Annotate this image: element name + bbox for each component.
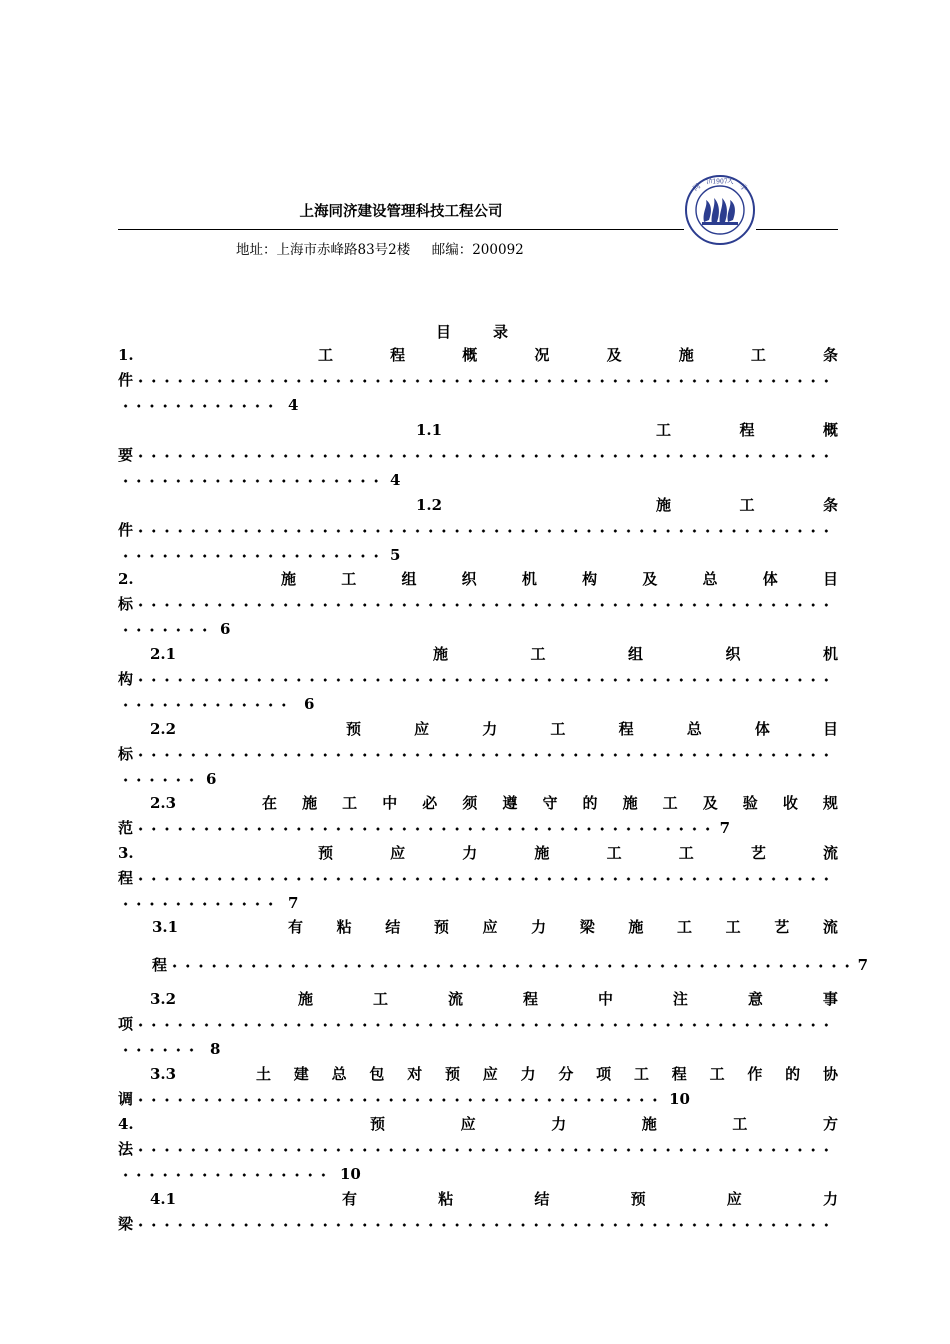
dot-leader [134, 529, 837, 533]
toc-title-char: 及 [702, 794, 718, 812]
toc-line [118, 443, 838, 468]
toc-page-number: 4 [390, 471, 401, 489]
toc-title-char: 力 [551, 1115, 567, 1133]
toc-title-char: 工 [732, 1115, 748, 1133]
toc-title-char: 件 [118, 521, 134, 539]
toc-title-char: 预 [346, 720, 362, 738]
toc-title-char: 概 [462, 346, 478, 364]
toc-title-char: 工 [341, 570, 357, 588]
toc-title-char: 构 [582, 570, 598, 588]
toc-title-char: 中 [382, 794, 398, 812]
toc-title-char: 法 [118, 1140, 134, 1158]
toc-title-char: 施 [641, 1115, 657, 1133]
toc-page-number: 6 [304, 695, 315, 713]
toc-line [150, 642, 838, 667]
dot-leader [119, 703, 295, 707]
dot-leader [119, 1173, 331, 1177]
toc-line [118, 1212, 838, 1237]
company-address: 地址：上海市赤峰路83号2楼 邮编：200092 [236, 242, 524, 258]
toc-title-char: 中 [597, 990, 613, 1008]
toc-title-char: 总 [702, 570, 718, 588]
toc-page-number: 4 [288, 396, 299, 414]
toc-title-char: 粘 [336, 918, 352, 936]
toc-entry-number: 3.1 [152, 918, 179, 936]
toc-line [118, 1012, 838, 1037]
toc-entry-number: 2.1 [150, 645, 177, 663]
toc-title-char: 施 [298, 990, 314, 1008]
toc-title-char: 力 [520, 1065, 536, 1083]
toc-title-char: 须 [462, 794, 478, 812]
dot-leader [119, 479, 381, 483]
toc-title-char: 作 [747, 1065, 763, 1083]
toc-line [152, 915, 838, 940]
toc-title-char: 工 [677, 918, 693, 936]
toc-title-char: 项 [596, 1065, 612, 1083]
toc-title-char: 流 [822, 844, 838, 862]
toc-title-char: 要 [118, 446, 134, 464]
dot-leader [134, 603, 837, 607]
toc-title-char: 构 [118, 670, 134, 688]
toc-title-char: 有 [342, 1190, 358, 1208]
toc-title-char: 遵 [502, 794, 518, 812]
company-name: 上海同济建设管理科技工程公司 [299, 204, 503, 220]
toc-title-char: 的 [582, 794, 598, 812]
toc-title-char: 工 [739, 496, 755, 514]
toc-title-char: 工 [656, 421, 672, 439]
toc-entry-number: 4.1 [150, 1190, 177, 1208]
toc-title-char: 必 [422, 794, 438, 812]
toc-title-char: 力 [822, 1190, 838, 1208]
toc-line [118, 866, 838, 891]
svg-text:大: 大 [726, 176, 735, 186]
dot-leader [134, 1023, 837, 1027]
toc-line [118, 767, 236, 792]
toc-title-char: 件 [118, 371, 134, 389]
toc-title-char: 收 [782, 794, 798, 812]
toc-title-char: 工 [372, 990, 388, 1008]
toc-title-char: 及 [606, 346, 622, 364]
dot-leader [134, 877, 837, 881]
toc-title-char: 织 [725, 645, 741, 663]
toc-title-char: 组 [627, 645, 643, 663]
toc-title-char: 应 [460, 1115, 476, 1133]
toc-title-char: 程 [522, 990, 538, 1008]
toc-title-char: 程 [671, 1065, 687, 1083]
dot-leader [168, 964, 851, 968]
toc-title-char: 范 [118, 819, 134, 837]
toc-entry-number: 2.2 [150, 720, 177, 738]
toc-title-char: 梁 [579, 918, 595, 936]
toc-title-char: 施 [628, 918, 644, 936]
toc-title-char: 程 [118, 869, 134, 887]
toc-title-char: 预 [370, 1115, 386, 1133]
toc-title-char: 体 [754, 720, 770, 738]
toc-entry-number: 1.1 [416, 421, 443, 439]
toc-title-char: 力 [482, 720, 498, 738]
toc-title-char: 结 [385, 918, 401, 936]
dot-leader [119, 554, 381, 558]
toc-title-char: 标 [118, 595, 134, 613]
toc-title-char: 应 [414, 720, 430, 738]
toc-title-char: 预 [318, 844, 334, 862]
toc-title-char: 规 [822, 794, 838, 812]
toc-title-char: 工 [550, 720, 566, 738]
toc-line [416, 418, 838, 443]
toc-title-char: 况 [534, 346, 550, 364]
toc-title-char: 及 [642, 570, 658, 588]
toc-line [118, 1087, 690, 1112]
toc-line [118, 1112, 838, 1137]
toc-title-char: 力 [531, 918, 547, 936]
dot-leader [134, 454, 837, 458]
toc-title-char: 工 [725, 918, 741, 936]
toc-page-number: 7 [288, 894, 299, 912]
toc-title-char: 流 [447, 990, 463, 1008]
toc-title-char: 建 [293, 1065, 309, 1083]
toc-line [150, 987, 838, 1012]
toc-line [118, 742, 838, 767]
toc-entry-number: 3.3 [150, 1065, 177, 1083]
toc-page-number: 6 [220, 620, 231, 638]
toc-entry-number: 3.2 [150, 990, 177, 1008]
toc-title-char: 施 [433, 645, 449, 663]
toc-page-number: 8 [210, 1040, 221, 1058]
tongji-university-logo-icon [684, 174, 756, 246]
toc-entry-number: 1. [118, 346, 134, 364]
toc-line [118, 617, 250, 642]
toc-title-char: 粘 [438, 1190, 454, 1208]
svg-text:同: 同 [691, 182, 702, 193]
toc-title-char: 工 [678, 844, 694, 862]
toc-title-char: 体 [762, 570, 778, 588]
logo-year: 1907 [712, 178, 728, 186]
toc-title-char: 力 [462, 844, 478, 862]
toc-title-char: 预 [444, 1065, 460, 1083]
toc-title-char: 总 [331, 1065, 347, 1083]
toc-title-char: 应 [390, 844, 406, 862]
toc-line [150, 791, 838, 816]
toc-title-char: 程 [618, 720, 634, 738]
toc-entry-number: 2. [118, 570, 134, 588]
toc-title-char: 条 [822, 496, 838, 514]
toc-title-char: 协 [822, 1065, 838, 1083]
dot-leader [119, 628, 211, 632]
toc-line [118, 518, 838, 543]
svg-text:济: 济 [705, 176, 714, 186]
toc-title-char: 流 [822, 918, 838, 936]
toc-line [118, 816, 730, 841]
dot-leader [134, 1223, 837, 1227]
toc-title-char: 守 [542, 794, 558, 812]
toc-line [118, 543, 420, 568]
toc-line [118, 1037, 240, 1062]
toc-title-char: 意 [747, 990, 763, 1008]
toc-page-number: 7 [857, 956, 868, 974]
toc-title-char: 概 [822, 421, 838, 439]
toc-title-char: 总 [686, 720, 702, 738]
toc-title-char: 有 [288, 918, 304, 936]
dot-leader [134, 379, 837, 383]
toc-title-char: 工 [709, 1065, 725, 1083]
toc-title-char: 艺 [750, 844, 766, 862]
toc-title: 目 录 [436, 323, 511, 341]
toc-entry-number: 3. [118, 844, 134, 862]
toc-page-number: 6 [206, 770, 217, 788]
toc-title-char: 预 [630, 1190, 646, 1208]
dot-leader [119, 404, 279, 408]
toc-title-char: 应 [726, 1190, 742, 1208]
toc-title-char: 施 [678, 346, 694, 364]
toc-title-char: 分 [558, 1065, 574, 1083]
toc-line [118, 567, 838, 592]
toc-line [118, 891, 318, 916]
toc-line [118, 368, 838, 393]
toc-title-char: 机 [822, 645, 838, 663]
dot-leader [134, 827, 713, 831]
toc-title-char: 工 [750, 346, 766, 364]
toc-title-char: 应 [482, 1065, 498, 1083]
toc-page-number: 10 [340, 1165, 361, 1183]
toc-title-char: 事 [822, 990, 838, 1008]
toc-title-char: 验 [742, 794, 758, 812]
toc-title-char: 施 [281, 570, 297, 588]
toc-title-char: 工 [662, 794, 678, 812]
toc-title-char: 机 [521, 570, 537, 588]
toc-line [118, 468, 420, 493]
toc-title-char: 艺 [774, 918, 790, 936]
toc-line [118, 1162, 370, 1187]
toc-title-char: 条 [822, 346, 838, 364]
dot-leader [134, 753, 837, 757]
dot-leader [134, 1098, 662, 1102]
toc-title-char: 标 [118, 745, 134, 763]
toc-title-char: 对 [407, 1065, 423, 1083]
toc-title-char: 程 [152, 956, 168, 974]
toc-title-char: 程 [390, 346, 406, 364]
toc-title-char: 施 [622, 794, 638, 812]
toc-title-char: 工 [342, 794, 358, 812]
header-rule-right [756, 229, 838, 230]
dot-leader [134, 1148, 837, 1152]
toc-title-char: 方 [822, 1115, 838, 1133]
toc-line [150, 717, 838, 742]
toc-line [118, 667, 838, 692]
toc-title-char: 组 [401, 570, 417, 588]
toc-line [152, 953, 868, 978]
toc-title-char: 施 [656, 496, 672, 514]
toc-title-char: 目 [822, 720, 838, 738]
toc-title-char: 梁 [118, 1215, 134, 1233]
toc-title-char: 在 [262, 794, 278, 812]
toc-title-char: 注 [672, 990, 688, 1008]
header-rule-left [118, 229, 684, 230]
dot-leader [119, 778, 197, 782]
toc-line [150, 1062, 838, 1087]
dot-leader [119, 902, 279, 906]
dot-leader [134, 678, 837, 682]
toc-line [150, 1187, 838, 1212]
toc-title-char: 施 [534, 844, 550, 862]
toc-entry-number: 4. [118, 1115, 134, 1133]
toc-entry-number: 1.2 [416, 496, 443, 514]
toc-line [118, 1137, 838, 1162]
toc-title-char: 织 [461, 570, 477, 588]
toc-title-char: 工 [318, 346, 334, 364]
toc-title-char: 项 [118, 1015, 134, 1033]
toc-title-char: 调 [118, 1090, 134, 1108]
toc-title-char: 应 [482, 918, 498, 936]
toc-title-char: 预 [433, 918, 449, 936]
toc-line [118, 393, 318, 418]
toc-title-char: 目 [822, 570, 838, 588]
toc-line [118, 841, 838, 866]
toc-page-number: 10 [669, 1090, 690, 1108]
dot-leader [119, 1048, 201, 1052]
toc-title-char: 程 [739, 421, 755, 439]
toc-title-char: 工 [530, 645, 546, 663]
toc-title-char: 施 [302, 794, 318, 812]
toc-page-number: 5 [390, 546, 401, 564]
toc-title-char: 结 [534, 1190, 550, 1208]
toc-line [118, 343, 838, 368]
toc-title-char: 土 [256, 1065, 272, 1083]
svg-text:学: 学 [738, 182, 749, 193]
toc-line [118, 592, 838, 617]
toc-title-char: 的 [785, 1065, 801, 1083]
toc-line [416, 493, 838, 518]
toc-title-char: 工 [633, 1065, 649, 1083]
toc-page-number: 7 [719, 819, 730, 837]
toc-line [118, 692, 334, 717]
toc-title-char: 包 [369, 1065, 385, 1083]
toc-title-char: 工 [606, 844, 622, 862]
toc-entry-number: 2.3 [150, 794, 177, 812]
